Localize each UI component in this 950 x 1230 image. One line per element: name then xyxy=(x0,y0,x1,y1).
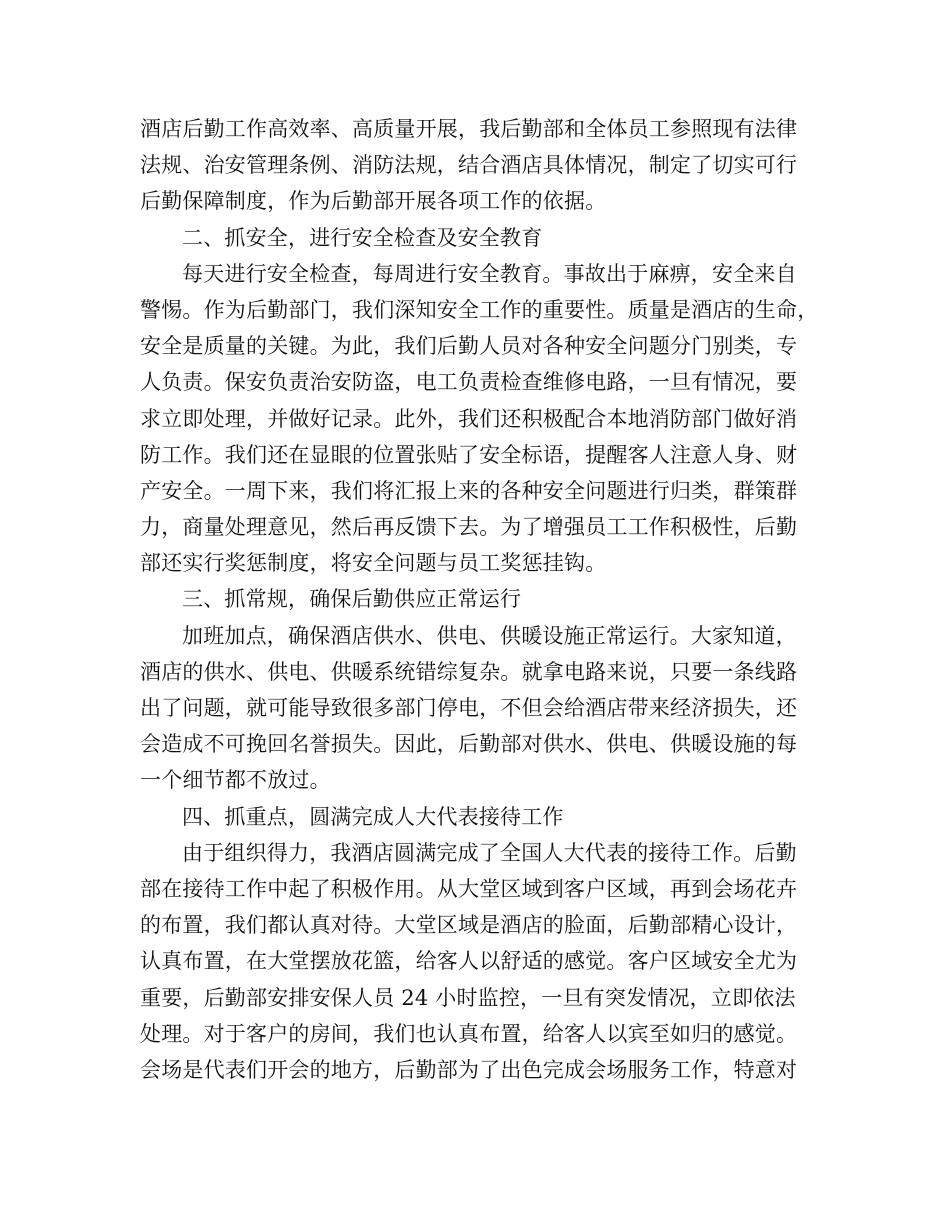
text-line: 力，商量处理意见，然后再反馈下去。为了增强员工工作积极性，后勤 xyxy=(140,515,798,540)
text-line: 求立即处理，并做好记录。此外，我们还积极配合本地消防部门做好消 xyxy=(140,406,798,431)
text-line: 的布置，我们都认真对待。大堂区域是酒店的脸面，后勤部精心设计， xyxy=(140,913,798,938)
text-line: 处理。对于客户的房间，我们也认真布置，给客人以宾至如归的感觉。 xyxy=(140,1021,798,1046)
text-line: 法规、治安管理条例、消防法规，结合酒店具体情况，制定了切实可行 xyxy=(140,153,798,178)
text-line: 加班加点，确保酒店供水、供电、供暖设施正常运行。大家知道， xyxy=(182,623,797,648)
text-line: 出了问题，就可能导致很多部门停电，不但会给酒店带来经济损失，还 xyxy=(140,696,798,720)
text-line: 防工作。我们还在显眼的位置张贴了安全标语，提醒客人注意人身、财 xyxy=(140,442,798,467)
document-body xyxy=(140,111,830,1088)
text-line: 产安全。一周下来，我们将汇报上来的各种安全问题进行归类，群策群 xyxy=(140,478,798,503)
text-line: 酒店的供水、供电、供暖系统错综复杂。就拿电路来说，只要一条线路 xyxy=(140,659,798,684)
text-line: 会造成不可挽回名誉损失。因此，后勤部对供水、供电、供暖设施的每 xyxy=(140,732,798,757)
text-line: 四、抓重点，圆满完成人大代表接待工作 xyxy=(182,804,564,829)
text-line: 警惕。作为后勤部门，我们深知安全工作的重要性。质量是酒店的生命， xyxy=(140,297,819,322)
text-line: 后勤保障制度，作为后勤部开展各项工作的依据。 xyxy=(140,189,607,214)
text-line: 二、抓安全，进行安全检查及安全教育 xyxy=(182,225,543,250)
text-line: 认真布置，在大堂摆放花篮，给客人以舒适的感觉。客户区域安全尤为 xyxy=(140,949,798,974)
text-line: 重要，后勤部安排安保人员 24 小时监控，一旦有突发情况，立即依法 xyxy=(140,985,796,1010)
text-line: 每天进行安全检查，每周进行安全教育。事故出于麻痹，安全来自 xyxy=(182,261,797,286)
text-line: 酒店后勤工作高效率、高质量开展，我后勤部和全体员工参照现有法律 xyxy=(140,117,798,141)
text-line: 安全是质量的关键。为此，我们后勤人员对各种安全问题分门别类，专 xyxy=(140,334,798,359)
text-line: 由于组织得力，我酒店圆满完成了全国人大代表的接待工作。后勤 xyxy=(182,840,797,865)
text-line: 会场是代表们开会的地方，后勤部为了出色完成会场服务工作，特意对 xyxy=(140,1057,798,1082)
text-line: 部在接待工作中起了积极作用。从大堂区域到客户区域，再到会场花卉 xyxy=(140,876,798,901)
text-line: 三、抓常规，确保后勤供应正常运行 xyxy=(182,587,522,612)
text-line: 一个细节都不放过。 xyxy=(140,768,331,793)
text-line: 部还实行奖惩制度，将安全问题与员工奖惩挂钩。 xyxy=(140,551,607,576)
text-line: 人负责。保安负责治安防盗，电工负责检查维修电路，一旦有情况，要 xyxy=(140,370,798,395)
